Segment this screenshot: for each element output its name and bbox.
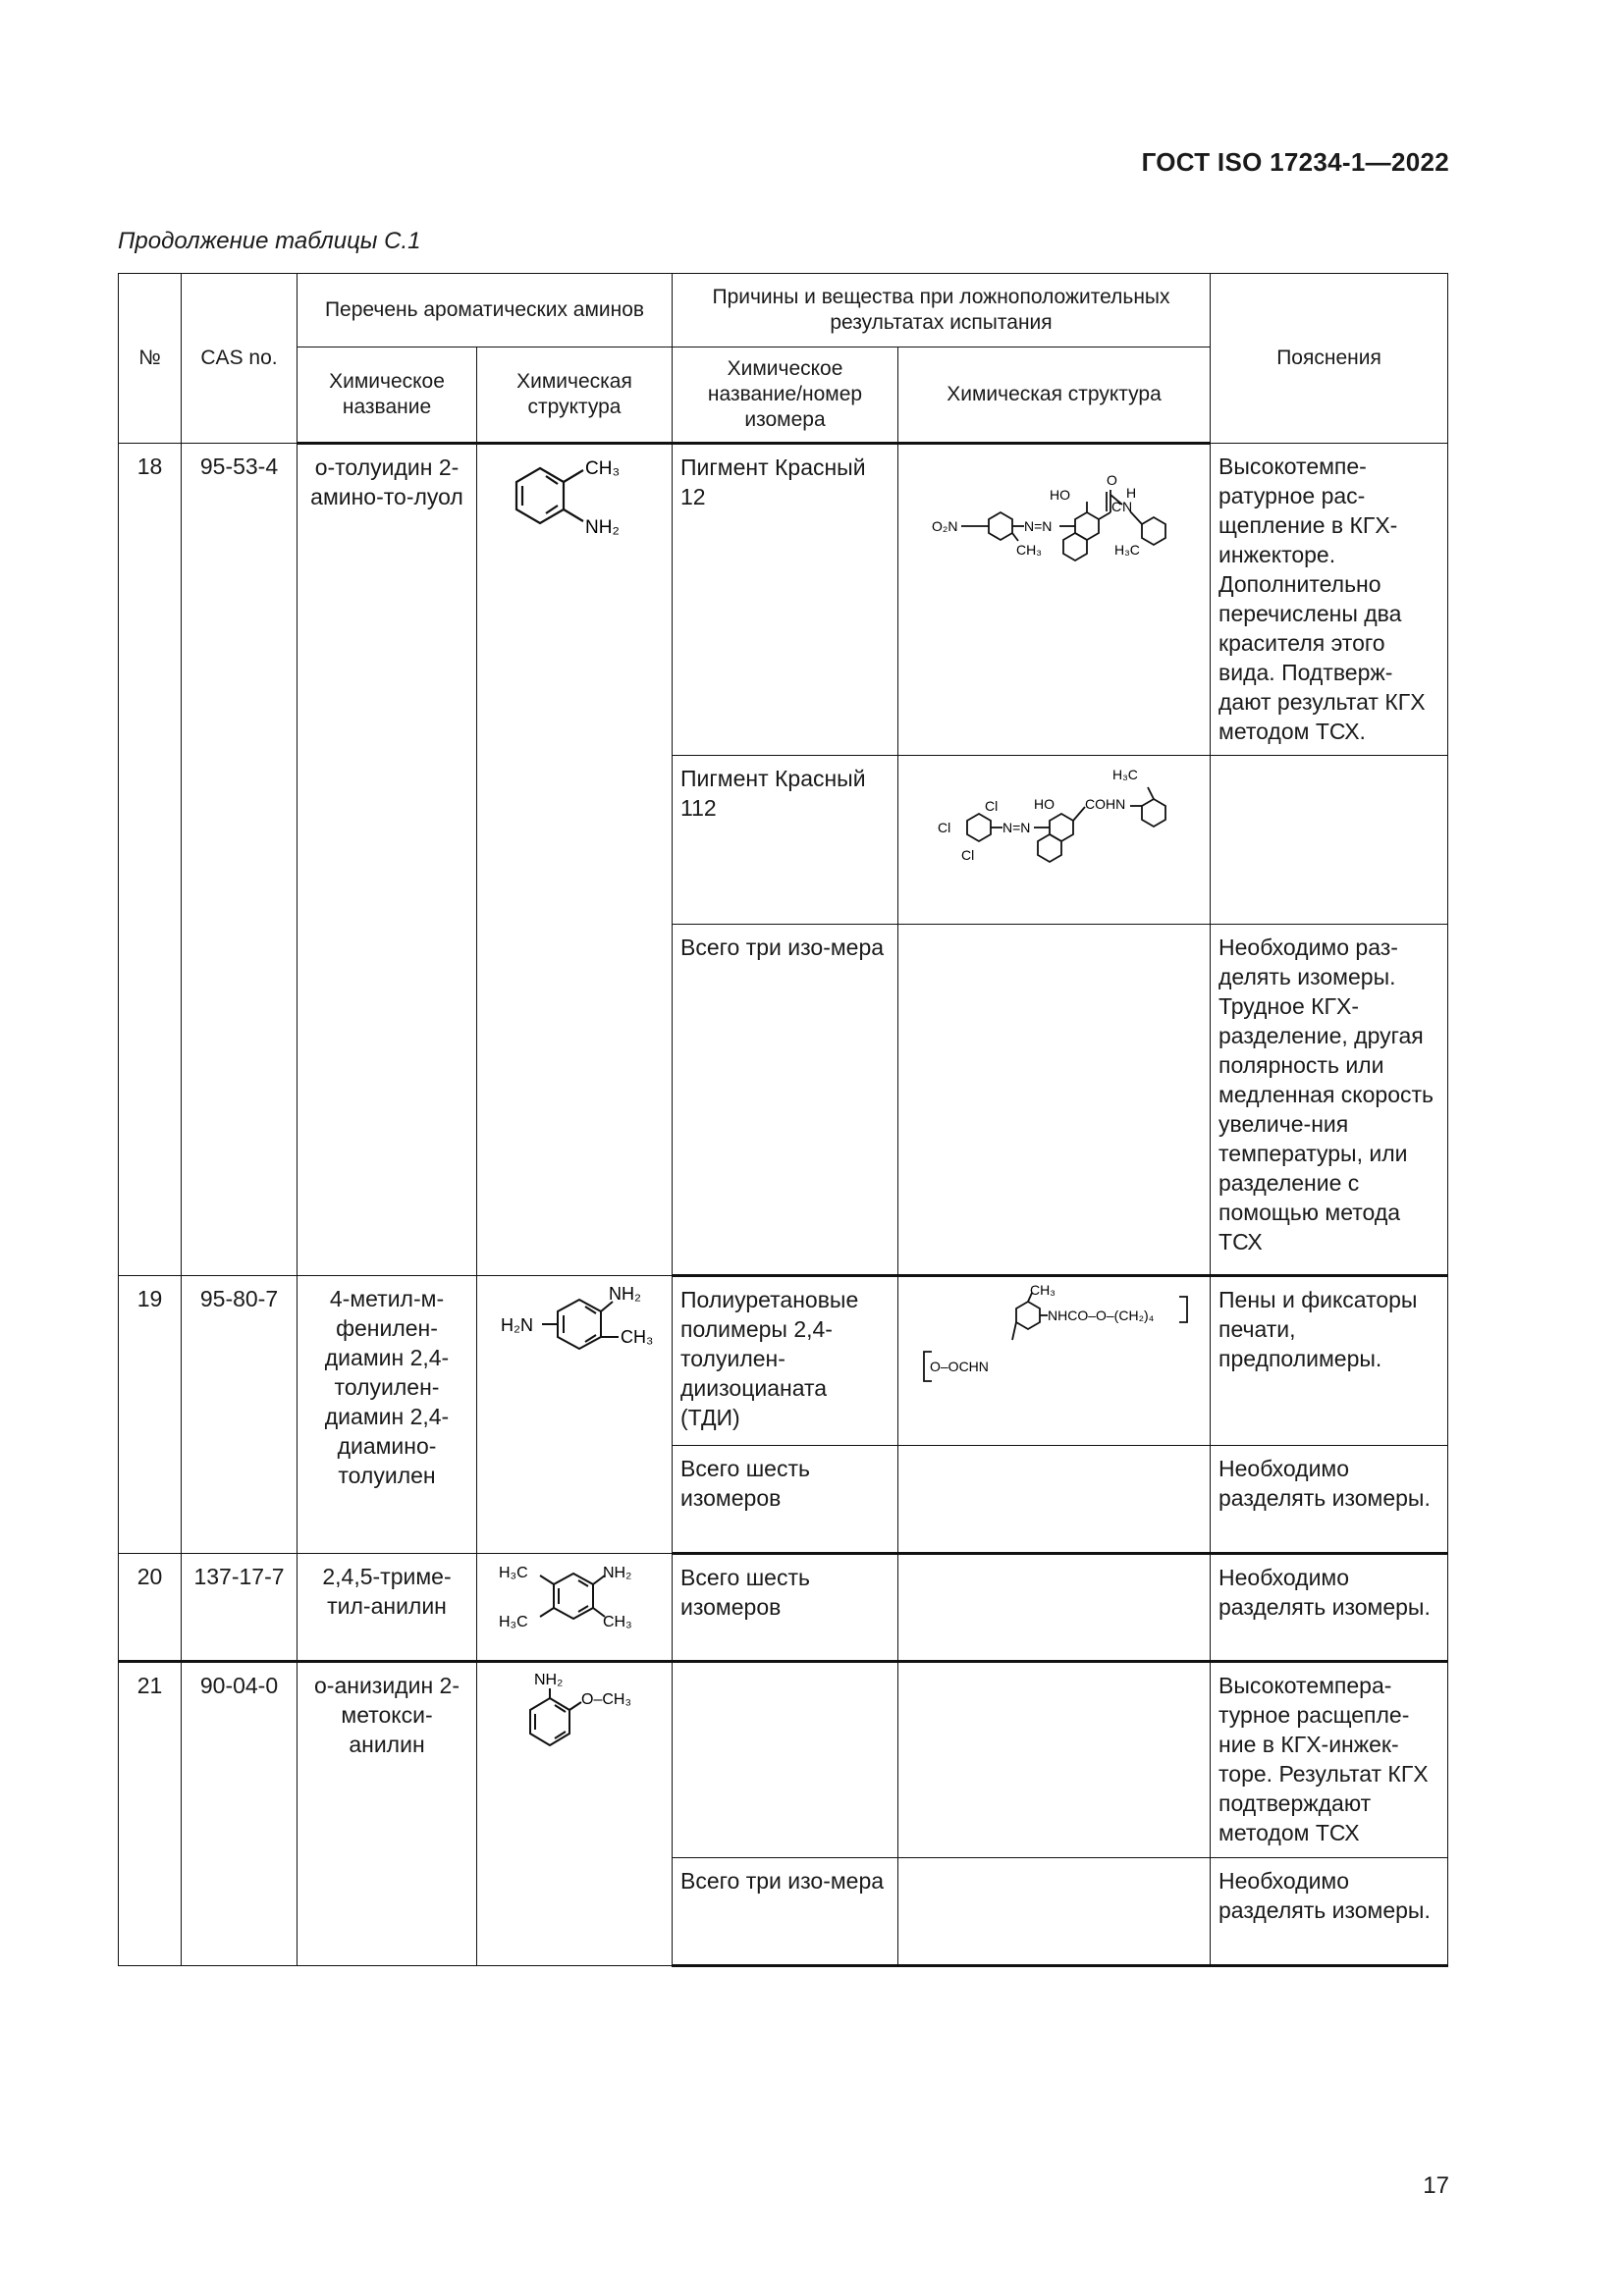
- fp-structure-empty: [898, 925, 1211, 1276]
- fp-structure-empty: [898, 1446, 1211, 1554]
- row-cas: 137-17-7: [182, 1554, 298, 1662]
- header-chem-name: Химическое название: [298, 347, 477, 444]
- svg-text:O–OCHN: O–OCHN: [930, 1359, 989, 1374]
- row-chem-structure: [477, 1554, 673, 1662]
- svg-text:O₂N: O₂N: [932, 518, 958, 534]
- fp-name: Всего шесть изомеров: [673, 1446, 898, 1554]
- svg-text:Cl: Cl: [938, 820, 951, 835]
- o-toluidine-structure-icon: [481, 451, 668, 559]
- note: [1211, 756, 1448, 925]
- svg-text:H: H: [1126, 485, 1137, 501]
- fp-name: Всего три изо-мера: [673, 1858, 898, 1966]
- header-chem-struct: Химическая структура: [477, 347, 673, 444]
- struct-label: NH₂: [585, 517, 620, 538]
- page-number: 17: [1423, 2172, 1449, 2199]
- pigment-red-12-structure-icon: [902, 451, 1203, 598]
- row-num: 18: [119, 444, 182, 1276]
- amines-table: [118, 273, 1448, 1967]
- fp-structure-empty: [898, 1554, 1211, 1662]
- svg-text:N=N: N=N: [1024, 518, 1053, 534]
- svg-text:N: N: [1122, 499, 1133, 514]
- o-anisidine-structure-icon: [481, 1669, 668, 1767]
- svg-text:H₃C: H₃C: [499, 1565, 528, 1581]
- row-num: 20: [119, 1554, 182, 1662]
- svg-text:CH₃: CH₃: [1030, 1283, 1056, 1298]
- row-chem-name: о-анизидин 2-метокси-анилин: [298, 1662, 477, 1966]
- row-num: 21: [119, 1662, 182, 1966]
- svg-text:CH₃: CH₃: [603, 1614, 632, 1630]
- fp-name: Всего шесть изомеров: [673, 1554, 898, 1662]
- svg-text:HO: HO: [1034, 796, 1055, 812]
- svg-text:COHN: COHN: [1085, 796, 1126, 812]
- row-chem-structure: [477, 1662, 673, 1966]
- row-num: 19: [119, 1276, 182, 1554]
- row-chem-name: 4-метил-м-фенилен-диамин 2,4-толуилен-диамин 2,4-диамино-толуилен: [298, 1276, 477, 1554]
- fp-name: [673, 1662, 898, 1858]
- svg-text:H₃C: H₃C: [1114, 542, 1140, 558]
- fp-name: Пигмент Красный 12: [673, 444, 898, 756]
- table-row: [119, 1662, 1448, 1858]
- svg-text:N=N: N=N: [1002, 820, 1031, 835]
- svg-text:CH₃: CH₃: [1016, 542, 1042, 558]
- polyurethane-tdi-structure-icon: [902, 1283, 1203, 1391]
- fp-name: Пигмент Красный 112: [673, 756, 898, 925]
- fp-structure: [898, 756, 1211, 925]
- fp-name: Полиуретановые полимеры 2,4-толуилен-диизоцианата (ТДИ): [673, 1276, 898, 1446]
- svg-text:CH₃: CH₃: [621, 1327, 654, 1347]
- note: Высокотемпе-ратурное рас-щепление в КГХ-инжекторе. Дополнительно перечислены два красителя этого вида. Подтверж-дают результат КГХ методом ТСХ.: [1211, 444, 1448, 756]
- table-row: [119, 444, 1448, 756]
- row-chem-name: 2,4,5-триме-тил-анилин: [298, 1554, 477, 1662]
- svg-text:NH₂: NH₂: [603, 1565, 632, 1581]
- pigment-red-112-structure-icon: [902, 762, 1203, 909]
- table-header-row-1: [119, 274, 1448, 347]
- svg-text:C: C: [1111, 499, 1122, 514]
- svg-text:O: O: [1107, 472, 1117, 488]
- note: Высокотемпера-турное расщепле-ние в КГХ-инжек-торе. Результат КГХ подтверждают методом ТСХ: [1211, 1662, 1448, 1858]
- table-row: [119, 1276, 1448, 1446]
- row-chem-structure: [477, 1276, 673, 1554]
- fp-name: Всего три изо-мера: [673, 925, 898, 1276]
- note: Необходимо раз-делять изомеры. Трудное КГХ-разделение, другая полярность или медленная скорость увеличе-ния температуры, или разделение с помощью метода ТСХ: [1211, 925, 1448, 1276]
- svg-text:Cl: Cl: [961, 847, 975, 863]
- header-cas: CAS no.: [182, 274, 298, 444]
- header-false-positive-group: Причины и вещества при ложноположительных результатах испытания: [673, 274, 1211, 347]
- header-notes: Пояснения: [1211, 274, 1448, 444]
- row-cas: 90-04-0: [182, 1662, 298, 1966]
- header-num: №: [119, 274, 182, 444]
- svg-text:NHCO–O–(CH₂)₄: NHCO–O–(CH₂)₄: [1048, 1308, 1155, 1323]
- fp-structure-empty: [898, 1662, 1211, 1858]
- fp-structure: [898, 444, 1211, 756]
- svg-text:Cl: Cl: [985, 798, 999, 814]
- svg-text:NH₂: NH₂: [534, 1672, 564, 1688]
- trimethylaniline-structure-icon: [481, 1560, 668, 1638]
- row-chem-name: о-толуидин 2-амино-то-луол: [298, 444, 477, 1276]
- svg-text:H₂N: H₂N: [501, 1315, 533, 1335]
- row-cas: 95-53-4: [182, 444, 298, 1276]
- header-fp-struct: Химическая структура: [898, 347, 1211, 444]
- table-caption: Продолжение таблицы С.1: [118, 228, 421, 254]
- svg-text:O–CH₃: O–CH₃: [581, 1691, 631, 1708]
- document-code: ГОСТ ISO 17234-1—2022: [1141, 147, 1449, 177]
- struct-label: CH₃: [585, 458, 621, 479]
- header-amines-group: Перечень ароматических аминов: [298, 274, 673, 347]
- note: Пены и фиксаторы печати, предполимеры.: [1211, 1276, 1448, 1446]
- table-row: [119, 1554, 1448, 1662]
- svg-text:NH₂: NH₂: [609, 1284, 641, 1304]
- row-chem-structure: [477, 444, 673, 1276]
- note: Необходимо разделять изомеры.: [1211, 1858, 1448, 1966]
- svg-text:H₃C: H₃C: [1112, 767, 1138, 782]
- svg-text:HO: HO: [1050, 487, 1070, 503]
- header-fp-name: Химическое название/номер изомера: [673, 347, 898, 444]
- note: Необходимо разделять изомеры.: [1211, 1554, 1448, 1662]
- note: Необходимо разделять изомеры.: [1211, 1446, 1448, 1554]
- svg-text:H₃C: H₃C: [499, 1614, 528, 1630]
- fp-structure: [898, 1276, 1211, 1446]
- row-cas: 95-80-7: [182, 1276, 298, 1554]
- toluenediamine-structure-icon: [481, 1282, 668, 1370]
- fp-structure-empty: [898, 1858, 1211, 1966]
